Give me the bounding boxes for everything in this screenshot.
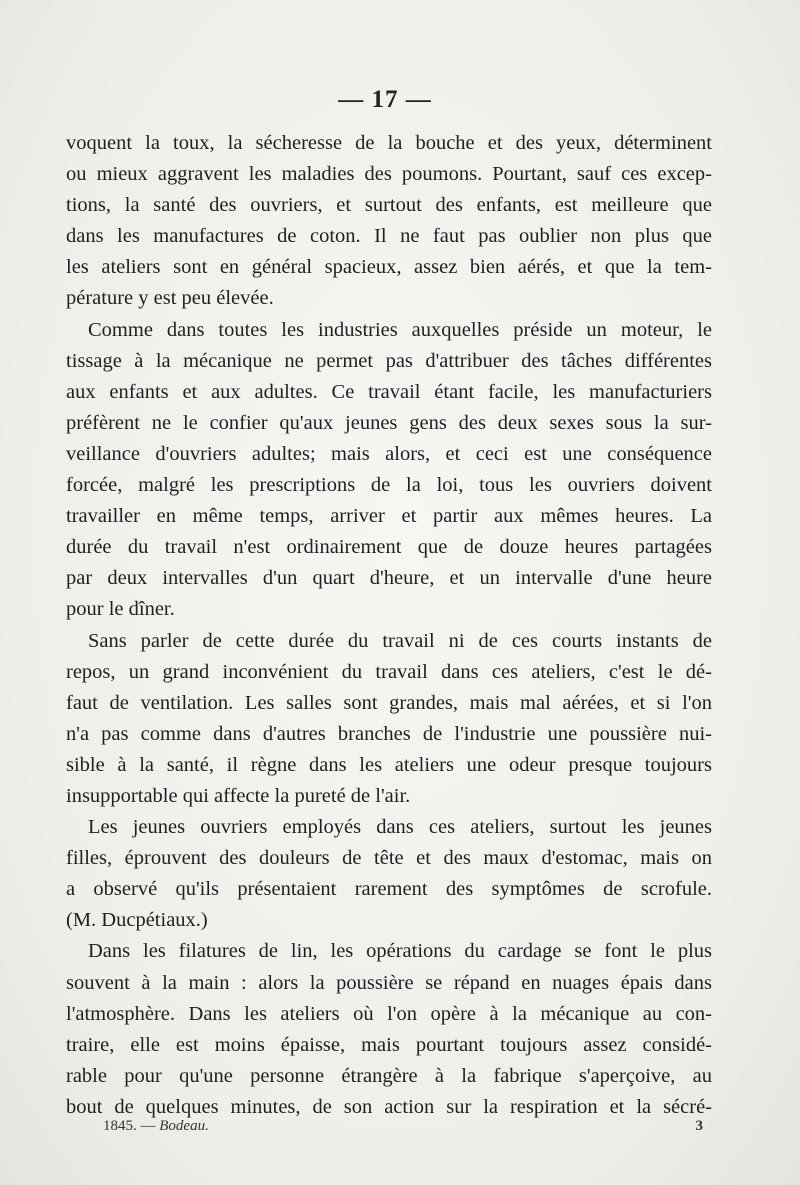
text-line: faut de ventilation. Les salles sont grandes, mais mal aérées, et si l'on xyxy=(66,691,712,714)
body-text xyxy=(66,128,712,1123)
text-line: durée du travail n'est ordinairement que de douze heures partagées xyxy=(66,536,712,559)
signature-year: 1845. xyxy=(103,1118,137,1134)
text-line: voquent la toux, la sécheresse de la bouche et des yeux, déterminent xyxy=(66,132,712,154)
text-line: par deux intervalles d'un quart d'heure, et un intervalle d'une heure xyxy=(66,567,712,590)
text-line: ou mieux aggravent les maladies des poumons. Pourtant, sauf ces excep- xyxy=(66,163,712,186)
text-line: pour le dîner. xyxy=(66,598,175,621)
text-line: a observé qu'ils présentaient rarement des symptômes de scrofule. xyxy=(66,878,712,901)
text-line: insupportable qui affecte la pureté de l'air. xyxy=(66,784,411,807)
text-line: bout de quelques minutes, de son action sur la respiration et la sécré- xyxy=(66,1095,712,1118)
signature-dash: — xyxy=(136,1118,160,1134)
text-line: filles, éprouvent des douleurs de tête et des maux d'estomac, mais on xyxy=(66,847,712,870)
text-line: travailler en même temps, arriver et partir aux mêmes heures. La xyxy=(66,505,712,528)
signature-printer: Bodeau. xyxy=(159,1118,209,1134)
text-line: aux enfants et aux adultes. Ce travail étant facile, les manufacturiers xyxy=(66,380,712,403)
text-line: traire, elle est moins épaisse, mais pourtant toujours assez considé- xyxy=(66,1033,712,1056)
text-line: pérature y est peu élevée. xyxy=(66,287,274,310)
text-line: souvent à la main : alors la poussière se répand en nuages épais dans xyxy=(66,971,712,994)
page-number: — 17 — xyxy=(338,86,432,113)
text-line: rable pour qu'une personne étrangère à la fabrique s'aperçoive, au xyxy=(66,1064,712,1087)
text-line: Sans parler de cette durée du travail ni de ces courts instants de xyxy=(88,629,712,652)
text-line: n'a pas comme dans d'autres branches de l'industrie une poussière nui- xyxy=(66,722,712,745)
text-line: les ateliers sont en général spacieux, assez bien aérés, et que la tem- xyxy=(66,256,712,279)
text-line: Comme dans toutes les industries auxquelles préside un moteur, le xyxy=(88,318,712,341)
printer-signature xyxy=(103,1118,209,1135)
text-line: l'atmosphère. Dans les ateliers où l'on opère à la mécanique au con- xyxy=(66,1002,712,1025)
text-line: forcée, malgré les prescriptions de la loi, tous les ouvriers doivent xyxy=(66,474,712,497)
text-line: dans les manufactures de coton. Il ne faut pas oublier non plus que xyxy=(66,225,712,248)
text-line: veillance d'ouvriers adultes; mais alors, et ceci est une conséquence xyxy=(66,442,712,465)
text-line: repos, un grand inconvénient du travail dans ces ateliers, c'est le dé- xyxy=(66,660,712,683)
text-line: préfèrent ne le confier qu'aux jeunes gens des deux sexes sous la sur- xyxy=(66,411,712,434)
text-line: sible à la santé, il règne dans les ateliers une odeur presque toujours xyxy=(66,753,712,776)
text-line: Les jeunes ouvriers employés dans ces ateliers, surtout les jeunes xyxy=(88,816,712,839)
signature-mark: 3 xyxy=(695,1118,703,1134)
text-line: tions, la santé des ouvriers, et surtout des enfants, est meilleure que xyxy=(66,194,712,217)
text-line: tissage à la mécanique ne permet pas d'attribuer des tâches différentes xyxy=(66,349,712,372)
text-line: Dans les filatures de lin, les opérations du cardage se font le plus xyxy=(88,940,712,963)
text-line: (M. Ducpétiaux.) xyxy=(66,909,208,932)
